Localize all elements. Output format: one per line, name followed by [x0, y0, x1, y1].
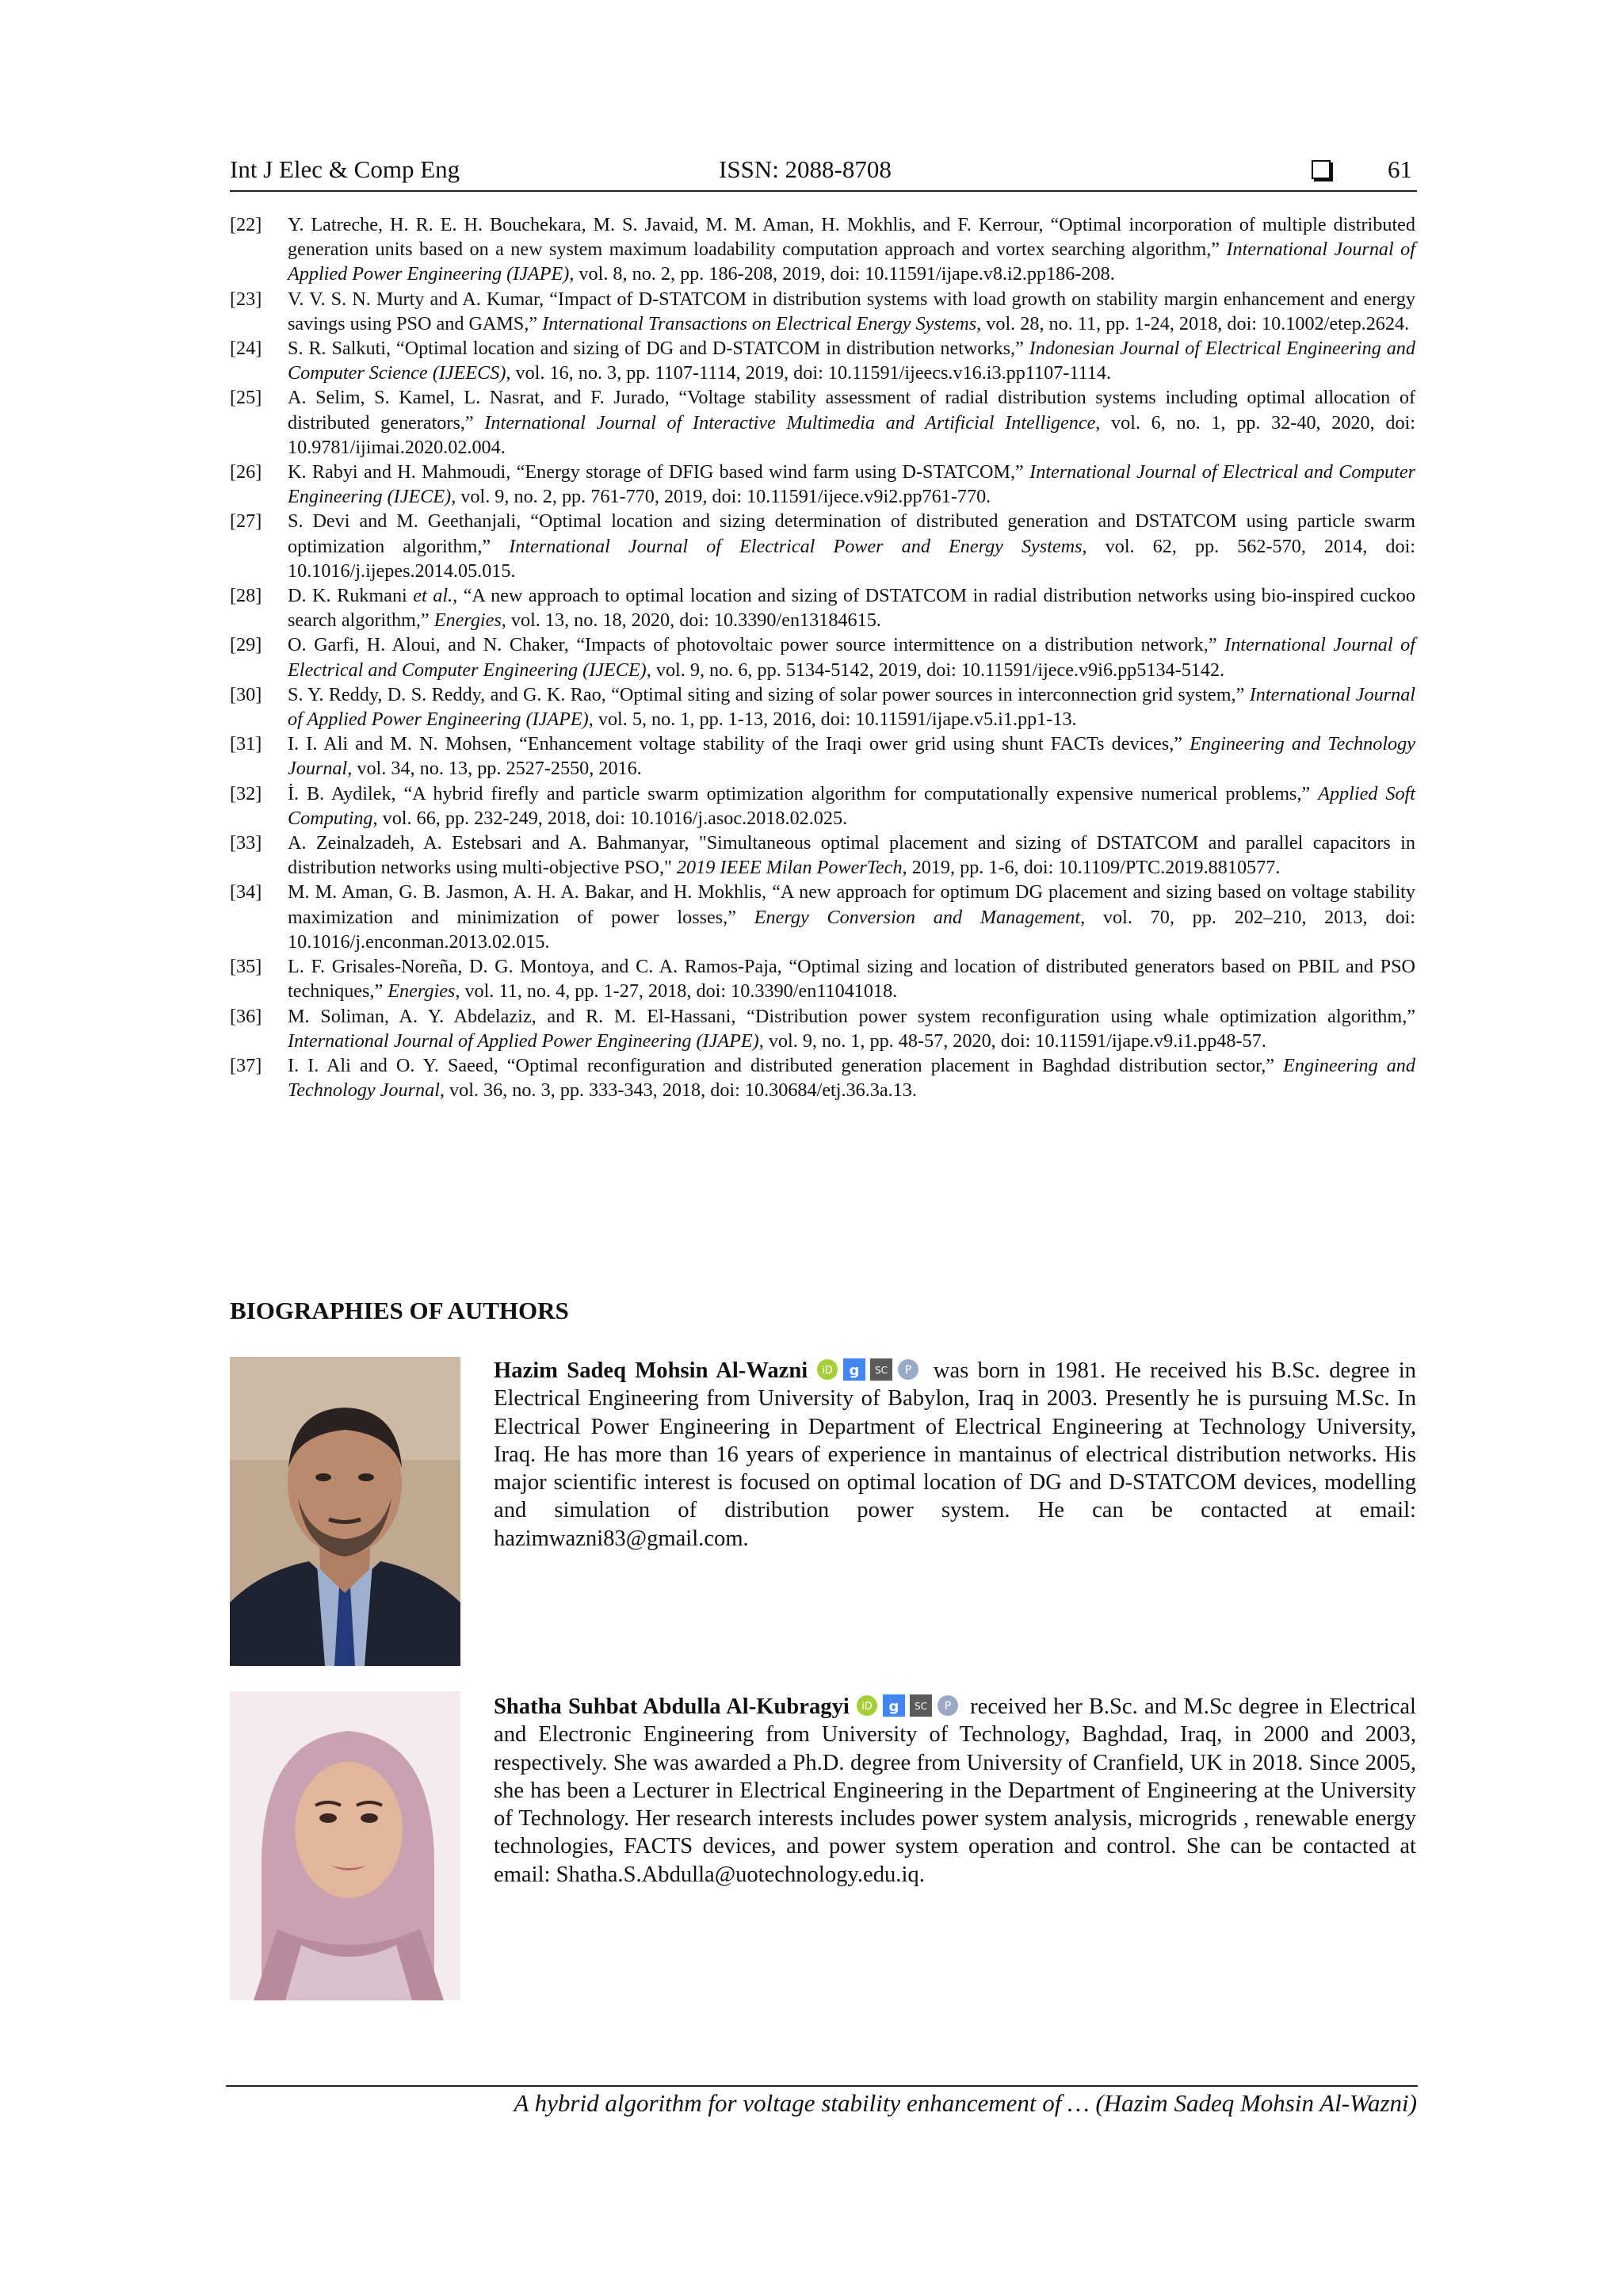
reference-item	[230, 781, 1415, 831]
reference-number: [35]	[230, 956, 262, 978]
reference-text	[288, 880, 1415, 954]
author-bio-text: received her B.Sc. and M.Sc degree in Electrical and Electronic Engineering from University of Technology, Baghdad, Iraq, in 2000 and 2003, respectively. She was awarded a Ph.D. degree from University of Cranfield, UK in 2018. Since 2005, she has been a Lecturer in Electrical Engineering in the Department of Engineering at the University of Technology. Her research interests includes power system analysis, microgrids , renewable energy technologies, FACTS devices, and power system operation and control. She can be contacted at email: Shatha.S.Abdulla@uotechnology.edu.iq.	[494, 1694, 1416, 1887]
reference-number: [30]	[230, 683, 262, 705]
reference-authors-title: K. Rabyi and H. Mahmoudi, “Energy storage of DFIG based wind farm using D-STATCOM,”	[288, 461, 1030, 483]
reference-number: [36]	[230, 1005, 262, 1027]
reference-text	[288, 385, 1415, 460]
svg-text:SC: SC	[914, 1701, 927, 1712]
reference-details: , vol. 11, no. 4, pp. 1-27, 2018, doi: 10.3390/en11041018.	[455, 980, 898, 1003]
reference-authors-title: M. M. Aman, G. B. Jasmon, A. H. A. Bakar, and H. Mokhlis, “A new approach for optimum DG placement and sizing based on voltage stability maximization and minimization of power losses,”	[288, 881, 1415, 928]
reference-details: , vol. 9, no. 2, pp. 761-770, 2019, doi: 10.11591/ijece.v9i2.pp761-770.	[451, 486, 991, 508]
reference-details: , vol. 34, no. 13, pp. 2527-2550, 2016.	[347, 758, 642, 780]
page-header	[230, 154, 1417, 192]
reference-journal: Indonesian Journal of Electrical Engineering and Computer Science (IJEECS)	[288, 338, 1415, 384]
reference-details: , vol. 5, no. 1, pp. 1-13, 2016, doi: 10.11591/ijape.v5.i1.pp1-13.	[588, 709, 1077, 731]
reference-details: , vol. 36, no. 3, pp. 333-343, 2018, doi: 10.30684/etj.36.3a.13.	[439, 1079, 917, 1102]
reference-authors-title: S. R. Salkuti, “Optimal location and sizing of DG and D-STATCOM in distribution networks,”	[288, 338, 1029, 360]
scopus-icon[interactable]	[910, 1694, 932, 1717]
reference-details: , vol. 8, no. 2, pp. 186-208, 2019, doi: 10.11591/ijape.v8.i2.pp186-208.	[569, 263, 1115, 285]
reference-authors-title: Y. Latreche, H. R. E. H. Bouchekara, M. S. Javaid, M. M. Aman, H. Mokhlis, and F. Kerrour, “Optimal incorporation of multiple distributed generation units based on a new system maximum loadability computation approach and vortex searching algorithm,”	[288, 214, 1415, 261]
reference-journal: 2019 IEEE Milan PowerTech	[676, 857, 903, 879]
reference-item	[230, 682, 1415, 732]
reference-text	[288, 287, 1415, 336]
reference-item	[230, 954, 1415, 1003]
author-biography-2	[494, 1693, 1416, 1889]
reference-item	[230, 583, 1415, 632]
reference-number: [24]	[230, 338, 262, 360]
reference-journal: Applied Soft Computing	[288, 782, 1415, 829]
reference-details: , vol. 6, no. 1, pp. 32-40, 2020, doi: 10.9781/ijimai.2020.02.004.	[288, 411, 1415, 458]
reference-item	[230, 1004, 1415, 1053]
author-photo-1	[230, 1357, 460, 1666]
reference-text	[288, 583, 1415, 632]
svg-text:P: P	[905, 1364, 912, 1377]
reference-item	[230, 1053, 1415, 1102]
reference-item	[230, 212, 1415, 287]
publons-icon[interactable]	[937, 1694, 959, 1717]
reference-text	[288, 212, 1415, 287]
reference-et-al: et al.	[413, 585, 453, 607]
reference-authors-title: S. Y. Reddy, D. S. Reddy, and G. K. Rao, “Optimal siting and sizing of solar power sources in interconnection grid system,”	[288, 683, 1250, 705]
reference-text	[288, 336, 1415, 385]
reference-journal: International Transactions on Electrical Energy Systems	[542, 312, 977, 334]
reference-details: , vol. 66, pp. 232-249, 2018, doi: 10.1016/j.asoc.2018.02.025.	[372, 807, 848, 829]
author-portrait-man	[230, 1357, 460, 1666]
author-photo-2	[230, 1691, 460, 2000]
reference-details: , vol. 62, pp. 562-570, 2014, doi: 10.1016/j.ijepes.2014.05.015.	[288, 535, 1416, 582]
reference-journal: International Journal of Electrical Power and Energy Systems	[509, 535, 1083, 557]
orcid-icon[interactable]	[856, 1694, 878, 1717]
author-name: Shatha Suhbat Abdulla Al-Kubragyi	[494, 1694, 850, 1719]
publons-icon[interactable]	[897, 1358, 919, 1381]
google-scholar-icon[interactable]	[883, 1694, 905, 1717]
reference-item	[230, 732, 1415, 781]
page-number: 61	[1388, 155, 1412, 183]
reference-journal: Energies	[433, 609, 502, 632]
reference-list	[230, 212, 1415, 1102]
reference-text	[288, 781, 1415, 831]
reference-authors-title: I. I. Ali and M. N. Mohsen, “Enhancement voltage stability of the Iraqi ower grid using shunt FACTs devices,”	[288, 733, 1190, 755]
reference-number: [22]	[230, 214, 262, 235]
reference-number: [32]	[230, 782, 262, 804]
reference-item	[230, 460, 1415, 509]
footer-rule	[226, 2085, 1418, 2087]
author-profile-icons	[816, 1358, 933, 1383]
reference-number: [34]	[230, 881, 262, 904]
reference-journal: Energies	[388, 980, 456, 1003]
svg-text:iD: iD	[861, 1701, 873, 1713]
svg-text:g: g	[850, 1362, 860, 1379]
reference-number: [26]	[230, 461, 262, 483]
reference-text	[288, 1004, 1415, 1053]
reference-details: , vol. 9, no. 6, pp. 5134-5142, 2019, doi: 10.11591/ijece.v9i6.pp5134-5142.	[646, 659, 1225, 681]
reference-item	[230, 632, 1415, 682]
reference-item	[230, 509, 1415, 583]
reference-journal: International Journal of Electrical and Computer Engineering (IJECE)	[288, 634, 1415, 681]
author-name: Hazim Sadeq Mohsin Al-Wazni	[494, 1358, 808, 1383]
svg-text:iD: iD	[822, 1365, 834, 1377]
biographies-heading: BIOGRAPHIES OF AUTHORS	[230, 1297, 569, 1324]
reference-number: [29]	[230, 634, 262, 656]
reference-journal: International Journal of Applied Power Engineering (IJAPE)	[288, 1030, 759, 1052]
scopus-icon[interactable]	[870, 1358, 892, 1381]
reference-authors: D. K. Rukmani	[288, 585, 414, 607]
reference-text	[288, 954, 1415, 1003]
reference-authors-title: I. I. Ali and O. Y. Saeed, “Optimal reconfiguration and distributed generation placement in Baghdad distribution sector,”	[288, 1054, 1284, 1076]
reference-authors-title: İ. B. Aydilek, “A hybrid firefly and particle swarm optimization algorithm for computationally expensive numerical problems,”	[288, 782, 1319, 804]
running-title-footer: A hybrid algorithm for voltage stability enhancement of … (Hazim Sadeq Mohsin Al-Wazni)	[514, 2089, 1417, 2117]
reference-details: , vol. 70, pp. 202–210, 2013, doi: 10.1016/j.enconman.2013.02.015.	[288, 906, 1415, 953]
reference-number: [31]	[230, 733, 262, 755]
svg-text:P: P	[944, 1700, 952, 1713]
reference-item	[230, 831, 1415, 880]
reference-authors-title: O. Garfi, H. Aloui, and N. Chaker, “Impacts of photovoltaic power source intermittence on a distribution network,”	[288, 634, 1225, 656]
reference-item	[230, 880, 1415, 954]
reference-item	[230, 336, 1415, 385]
reference-journal: Engineering and Technology Journal	[288, 1054, 1415, 1102]
reference-journal: Engineering and Technology Journal	[288, 733, 1415, 780]
square-bullet-icon	[1312, 160, 1331, 179]
orcid-icon[interactable]	[816, 1358, 838, 1381]
reference-number: [33]	[230, 832, 262, 854]
reference-details: , vol. 28, no. 11, pp. 1-24, 2018, doi: 10.1002/etep.2624.	[976, 312, 1410, 334]
reference-number: [25]	[230, 387, 262, 409]
reference-authors-title: A. Selim, S. Kamel, L. Nasrat, and F. Jurado, “Voltage stability assessment of radial distribution systems including optimal allocation of distributed generators,”	[288, 387, 1415, 434]
reference-journal: International Journal of Electrical and Computer Engineering (IJECE)	[288, 461, 1415, 508]
author-profile-icons	[856, 1694, 970, 1719]
reference-number: [28]	[230, 585, 262, 607]
reference-authors-title: M. Soliman, A. Y. Abdelaziz, and R. M. El-Hassani, “Distribution power system reconfiguration using whale optimization algorithm,”	[288, 1005, 1415, 1027]
svg-text:g: g	[888, 1698, 899, 1715]
reference-authors-title: A. Zeinalzadeh, A. Estebsari and A. Bahmanyar, "Simultaneous optimal placement and sizing of DSTATCOM and parallel capacitors in distribution networks using multi-objective PSO,"	[288, 832, 1415, 879]
reference-text	[288, 509, 1415, 583]
author-bio-text: was born in 1981. He received his B.Sc. degree in Electrical Engineering from University of Babylon, Iraq in 2003. Presently he is pursuing M.Sc. In Electrical Power Engineering in Department of Electrical Engineering at Technology University, Iraq. He has more than 16 years of experience in mantainus of electrical distribution networks. His major scientific interest is focused on optimal location of DG and D-STATCOM devices, modelling and simulation of distribution power system. He can be contacted at email: hazimwazni83@gmail.com.	[494, 1358, 1416, 1551]
author-biography-1	[494, 1357, 1416, 1553]
reference-text	[288, 460, 1415, 509]
reference-text	[288, 632, 1415, 682]
reference-number: [23]	[230, 288, 262, 310]
reference-journal: International Journal of Applied Power Engineering (IJAPE)	[288, 683, 1416, 731]
reference-number: [37]	[230, 1054, 262, 1076]
reference-item	[230, 385, 1415, 460]
reference-journal: Energy Conversion and Management	[754, 906, 1081, 928]
reference-journal: International Journal of Interactive Multimedia and Artificial Intelligence	[484, 411, 1096, 434]
author-portrait-woman	[230, 1691, 460, 2000]
reference-authors-title: S. Devi and M. Geethanjali, “Optimal location and sizing determination of distributed generation and DSTATCOM using particle swarm optimization algorithm,”	[288, 510, 1415, 557]
reference-authors-title: V. V. S. N. Murty and A. Kumar, “Impact of D-STATCOM in distribution systems with load growth on stability margin enhancement and energy savings using PSO and GAMS,”	[288, 288, 1415, 334]
reference-text	[288, 831, 1415, 880]
reference-number: [27]	[230, 510, 262, 533]
reference-text	[288, 1053, 1415, 1102]
reference-details: , 2019, pp. 1-6, doi: 10.1109/PTC.2019.8810577.	[902, 857, 1281, 879]
reference-authors-title: L. F. Grisales-Noreña, D. G. Montoya, and C. A. Ramos-Paja, “Optimal sizing and location of distributed generators based on PBIL and PSO techniques,”	[288, 956, 1415, 1003]
reference-title: , “A new approach to optimal location and sizing of DSTATCOM in radial distribution networks using bio-inspired cuckoo search algorithm,”	[288, 585, 1415, 632]
reference-item	[230, 287, 1415, 336]
reference-text	[288, 732, 1415, 781]
reference-details: , vol. 9, no. 1, pp. 48-57, 2020, doi: 10.11591/ijape.v9.i1.pp48-57.	[758, 1030, 1266, 1052]
issn: ISSN: 2088-8708	[719, 155, 892, 183]
google-scholar-icon[interactable]	[843, 1358, 865, 1381]
reference-journal: International Journal of Applied Power Engineering (IJAPE)	[288, 239, 1415, 285]
journal-abbrev: Int J Elec & Comp Eng	[230, 155, 460, 183]
reference-details: , vol. 16, no. 3, pp. 1107-1114, 2019, doi: 10.11591/ijeecs.v16.i3.pp1107-1114.	[506, 362, 1112, 384]
reference-text	[288, 682, 1415, 732]
svg-text:SC: SC	[875, 1365, 888, 1376]
reference-details: , vol. 13, no. 18, 2020, doi: 10.3390/en13184615.	[501, 609, 881, 632]
